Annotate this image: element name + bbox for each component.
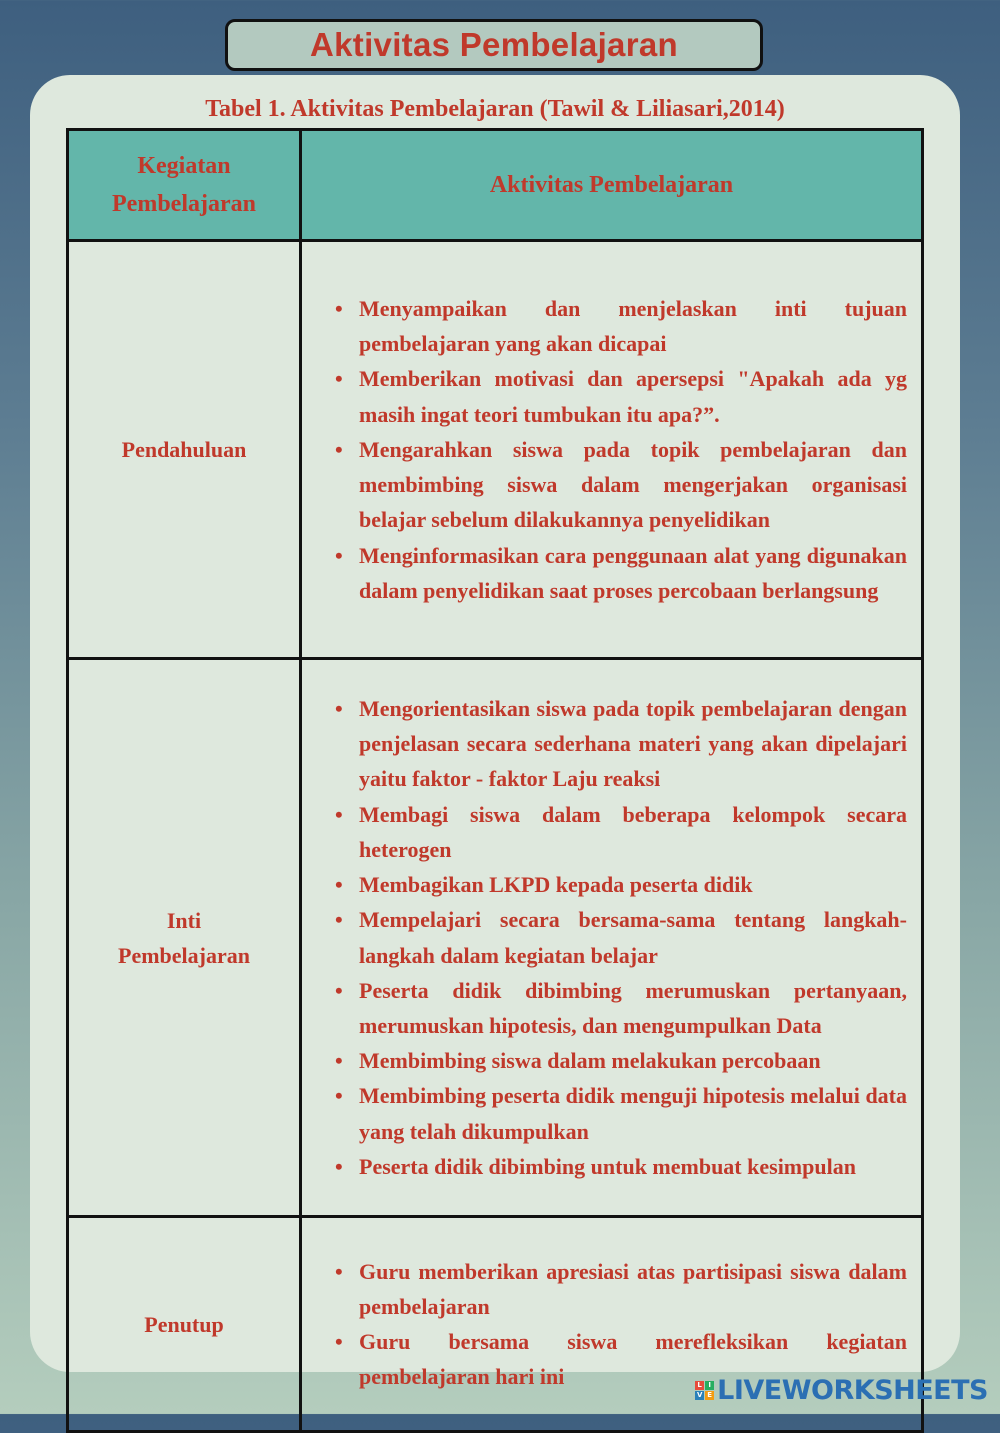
table-row [68,659,923,1217]
list-item: • Guru bersama siswa merefleksikan kegiatan pembelajaran hari ini [359,1324,907,1394]
list-item: • Peserta didik dibimbing merumuskan pertanyaan, merumuskan hipotesis, dan mengumpulkan Data [359,973,907,1043]
column-header-kegiatan-line2: Pembelajaran [112,191,256,217]
liveworksheets-mark-icon [695,1381,714,1400]
list-item: • Mengorientasikan siswa pada topik pembelajaran dengan penjelasan secara sederhana materi yang akan dipelajari yaitu faktor - faktor Laju reaksi [359,691,907,797]
table-header-row [68,130,923,241]
activities-cell-inti [301,659,923,1217]
list-item: • Membagi siswa dalam beberapa kelompok secara heterogen [359,797,907,867]
list-item: • Mengarahkan siswa pada topik pembelajaran dan membimbing siswa dalam mengerjakan organisasi belajar sebelum dilakukannya penyelidikan [359,432,907,538]
logo-mark-letter: L [695,1381,704,1390]
liveworksheets-logo[interactable] [695,1375,988,1406]
activity-list [302,691,907,1184]
column-header-kegiatan-line1: Kegiatan [137,153,231,179]
list-item: • Guru memberikan apresiasi atas partisipasi siswa dalam pembelajaran [359,1254,907,1324]
list-item: • Membagikan LKPD kepada peserta didik [359,867,907,902]
list-item: • Peserta didik dibimbing untuk membuat kesimpulan [359,1149,907,1184]
list-item: • Membimbing peserta didik menguji hipotesis melalui data yang telah dikumpulkan [359,1078,907,1148]
title-banner [225,19,763,71]
stage-label-line1: Inti [166,907,202,933]
column-header-kegiatan [68,130,301,241]
activities-cell-pendahuluan [301,241,923,659]
stage-cell-pendahuluan: Pendahuluan [68,241,301,659]
list-item: • Memberikan motivasi dan apersepsi "Apakah ada yg masih ingat teori tumbukan itu apa?”. [359,361,907,431]
logo-mark-letter: V [696,1391,703,1399]
table-row [68,241,923,659]
list-item: • Menyampaikan dan menjelaskan inti tujuan pembelajaran yang akan dicapai [359,291,907,361]
list-item: • Mempelajari secara bersama-sama tentang langkah-langkah dalam kegiatan belajar [359,902,907,972]
activity-table [66,128,924,1433]
page-title: Aktivitas Pembelajaran [310,26,678,63]
stage-cell-penutup: Penutup [68,1217,301,1432]
stage-cell-inti [68,659,301,1217]
list-item: • Membimbing siswa dalam melakukan percobaan [359,1043,907,1078]
activity-list [302,1254,907,1395]
logo-text: LIVEWORKSHEETS [717,1375,988,1406]
activity-list [302,291,907,608]
logo-mark-letter: I [705,1381,714,1390]
stage-label-line2: Pembelajaran [118,942,250,968]
table-caption: Tabel 1. Aktivitas Pembelajaran (Tawil & Liliasari,2014) [205,96,785,122]
logo-mark-letter: E [705,1391,714,1400]
list-item: • Menginformasikan cara penggunaan alat yang digunakan dalam penyelidikan saat proses percobaan berlangsung [359,538,907,608]
column-header-aktivitas: Aktivitas Pembelajaran [301,130,923,241]
